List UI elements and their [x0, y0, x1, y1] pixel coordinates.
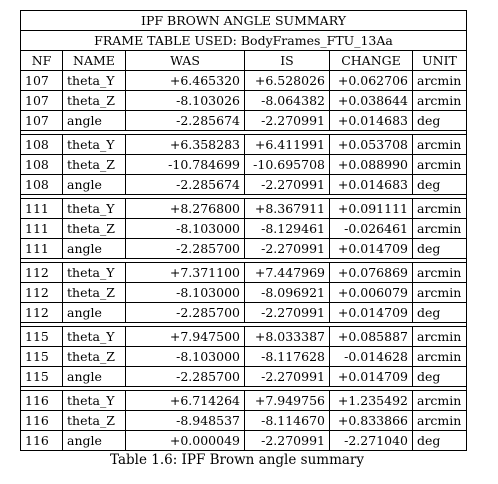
- was-cell: +7.371100: [126, 263, 245, 283]
- change-cell: +0.014709: [330, 303, 413, 323]
- name-cell: theta_Y: [63, 199, 126, 219]
- nf-cell: 112: [21, 263, 63, 283]
- is-cell: -8.117628: [245, 347, 330, 367]
- is-cell: +7.949756: [245, 391, 330, 411]
- was-cell: +8.276800: [126, 199, 245, 219]
- change-cell: +0.014709: [330, 367, 413, 387]
- unit-cell: arcmin: [413, 327, 467, 347]
- unit-cell: arcmin: [413, 91, 467, 111]
- is-cell: -2.270991: [245, 303, 330, 323]
- unit-cell: arcmin: [413, 71, 467, 91]
- unit-cell: arcmin: [413, 199, 467, 219]
- name-cell: theta_Y: [63, 135, 126, 155]
- nf-cell: 111: [21, 199, 63, 219]
- was-cell: -2.285674: [126, 175, 245, 195]
- was-cell: -2.285700: [126, 367, 245, 387]
- header-change: CHANGE: [330, 51, 413, 71]
- table-row: [21, 175, 467, 195]
- table-title: IPF BROWN ANGLE SUMMARY: [21, 11, 467, 31]
- is-cell: +8.367911: [245, 199, 330, 219]
- change-cell: +0.014709: [330, 239, 413, 259]
- name-cell: theta_Y: [63, 263, 126, 283]
- is-cell: -10.695708: [245, 155, 330, 175]
- unit-cell: deg: [413, 303, 467, 323]
- name-cell: angle: [63, 175, 126, 195]
- unit-cell: arcmin: [413, 135, 467, 155]
- is-cell: -2.270991: [245, 175, 330, 195]
- frame-table-label: FRAME TABLE USED: BodyFrames_FTU_13Aa: [21, 31, 467, 51]
- unit-cell: arcmin: [413, 411, 467, 431]
- table-row: [21, 411, 467, 431]
- was-cell: -8.103000: [126, 347, 245, 367]
- nf-cell: 116: [21, 411, 63, 431]
- nf-cell: 115: [21, 327, 63, 347]
- table-row: [21, 283, 467, 303]
- table-row: [21, 111, 467, 131]
- change-cell: +0.006079: [330, 283, 413, 303]
- name-cell: angle: [63, 303, 126, 323]
- table-row: [21, 199, 467, 219]
- was-cell: +0.000049: [126, 431, 245, 451]
- nf-cell: 107: [21, 111, 63, 131]
- change-cell: +0.091111: [330, 199, 413, 219]
- change-cell: +0.833866: [330, 411, 413, 431]
- table-row: [21, 431, 467, 451]
- nf-cell: 111: [21, 239, 63, 259]
- unit-cell: deg: [413, 175, 467, 195]
- unit-cell: arcmin: [413, 263, 467, 283]
- name-cell: theta_Y: [63, 71, 126, 91]
- change-cell: +0.053708: [330, 135, 413, 155]
- was-cell: -2.285700: [126, 303, 245, 323]
- was-cell: +6.465320: [126, 71, 245, 91]
- unit-cell: arcmin: [413, 347, 467, 367]
- name-cell: theta_Y: [63, 391, 126, 411]
- header-nf: NF: [21, 51, 63, 71]
- change-cell: +0.088990: [330, 155, 413, 175]
- name-cell: theta_Y: [63, 327, 126, 347]
- nf-cell: 115: [21, 347, 63, 367]
- header-was: WAS: [126, 51, 245, 71]
- change-cell: +0.076869: [330, 263, 413, 283]
- nf-cell: 116: [21, 391, 63, 411]
- table-row: [21, 367, 467, 387]
- was-cell: -8.103000: [126, 283, 245, 303]
- is-cell: +6.411991: [245, 135, 330, 155]
- name-cell: theta_Z: [63, 91, 126, 111]
- table-row: [21, 239, 467, 259]
- name-cell: theta_Z: [63, 219, 126, 239]
- header-row: [21, 51, 467, 71]
- is-cell: -2.270991: [245, 239, 330, 259]
- nf-cell: 107: [21, 91, 63, 111]
- unit-cell: deg: [413, 111, 467, 131]
- is-cell: +7.447969: [245, 263, 330, 283]
- table-row: [21, 327, 467, 347]
- table-caption: Table 1.6: IPF Brown angle summary: [109, 452, 364, 468]
- nf-cell: 108: [21, 175, 63, 195]
- table-row: [21, 391, 467, 411]
- is-cell: -2.270991: [245, 431, 330, 451]
- change-cell: +0.062706: [330, 71, 413, 91]
- was-cell: +6.358283: [126, 135, 245, 155]
- change-cell: +0.014683: [330, 111, 413, 131]
- nf-cell: 108: [21, 135, 63, 155]
- is-cell: +8.033387: [245, 327, 330, 347]
- header-is: IS: [245, 51, 330, 71]
- table-row: [21, 91, 467, 111]
- header-name: NAME: [63, 51, 126, 71]
- was-cell: +6.714264: [126, 391, 245, 411]
- table-row: [21, 135, 467, 155]
- ipf-brown-angle-table: [20, 10, 467, 451]
- was-cell: -8.103000: [126, 219, 245, 239]
- name-cell: angle: [63, 367, 126, 387]
- name-cell: theta_Z: [63, 283, 126, 303]
- was-cell: -10.784699: [126, 155, 245, 175]
- unit-cell: arcmin: [413, 283, 467, 303]
- change-cell: +0.085887: [330, 327, 413, 347]
- was-cell: -8.103026: [126, 91, 245, 111]
- table-row: [21, 347, 467, 367]
- is-cell: -2.270991: [245, 111, 330, 131]
- unit-cell: deg: [413, 367, 467, 387]
- is-cell: +6.528026: [245, 71, 330, 91]
- unit-cell: deg: [413, 431, 467, 451]
- nf-cell: 107: [21, 71, 63, 91]
- nf-cell: 115: [21, 367, 63, 387]
- change-cell: +0.014683: [330, 175, 413, 195]
- unit-cell: arcmin: [413, 391, 467, 411]
- was-cell: -2.285700: [126, 239, 245, 259]
- table-container: [20, 10, 462, 451]
- name-cell: angle: [63, 111, 126, 131]
- nf-cell: 116: [21, 431, 63, 451]
- is-cell: -8.129461: [245, 219, 330, 239]
- name-cell: theta_Z: [63, 347, 126, 367]
- is-cell: -8.114670: [245, 411, 330, 431]
- unit-cell: deg: [413, 239, 467, 259]
- change-cell: -0.014628: [330, 347, 413, 367]
- name-cell: theta_Z: [63, 411, 126, 431]
- nf-cell: 111: [21, 219, 63, 239]
- table-row: [21, 71, 467, 91]
- was-cell: -2.285674: [126, 111, 245, 131]
- was-cell: -8.948537: [126, 411, 245, 431]
- unit-cell: arcmin: [413, 219, 467, 239]
- name-cell: theta_Z: [63, 155, 126, 175]
- table-row: [21, 155, 467, 175]
- was-cell: +7.947500: [126, 327, 245, 347]
- unit-cell: arcmin: [413, 155, 467, 175]
- nf-cell: 112: [21, 283, 63, 303]
- table-row: [21, 219, 467, 239]
- change-cell: -0.026461: [330, 219, 413, 239]
- name-cell: angle: [63, 431, 126, 451]
- nf-cell: 112: [21, 303, 63, 323]
- is-cell: -8.096921: [245, 283, 330, 303]
- name-cell: angle: [63, 239, 126, 259]
- is-cell: -8.064382: [245, 91, 330, 111]
- table-row: [21, 303, 467, 323]
- change-cell: +0.038644: [330, 91, 413, 111]
- table-row: [21, 263, 467, 283]
- is-cell: -2.270991: [245, 367, 330, 387]
- nf-cell: 108: [21, 155, 63, 175]
- change-cell: -2.271040: [330, 431, 413, 451]
- change-cell: +1.235492: [330, 391, 413, 411]
- header-unit: UNIT: [413, 51, 467, 71]
